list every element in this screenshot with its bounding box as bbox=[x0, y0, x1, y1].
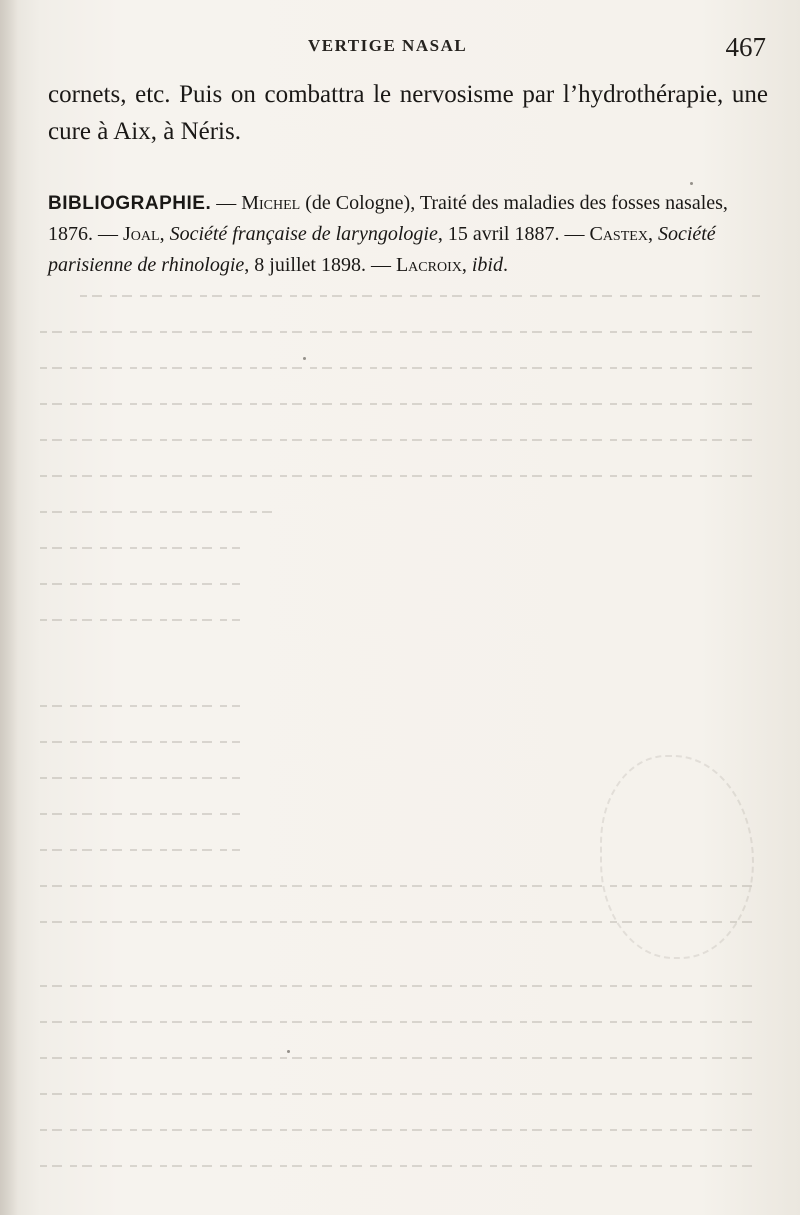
main-text bbox=[48, 76, 768, 301]
print-speck bbox=[287, 1050, 290, 1053]
publication-title: Société française de laryngologie bbox=[169, 223, 438, 245]
bibliography-heading: BIBLIOGRAPHIE. bbox=[48, 193, 212, 214]
author-name: Castex bbox=[589, 223, 648, 245]
gutter-shadow bbox=[0, 0, 18, 1215]
separator: — bbox=[211, 192, 242, 214]
reference-text: , 8 juillet 1898. — bbox=[244, 254, 396, 276]
author-name: Joal bbox=[123, 223, 160, 245]
page-number: 467 bbox=[725, 32, 766, 62]
reference-text: . bbox=[502, 254, 508, 276]
reference-text: , bbox=[461, 254, 472, 276]
author-name: Lacroix bbox=[395, 254, 462, 276]
reference-text: , bbox=[647, 223, 658, 245]
reference-text: , bbox=[159, 223, 170, 245]
running-head bbox=[0, 30, 800, 70]
reference-text: (de Cologne), Traité des maladies des fosses nasales, 1876. — bbox=[48, 192, 728, 245]
reference-text: , 15 avril 1887. — bbox=[437, 223, 590, 245]
publication-title: Société parisienne de rhinologie bbox=[48, 223, 716, 276]
author-name: Michel bbox=[241, 192, 301, 214]
paragraph: cornets, etc. Puis on combattra le nervosisme par l’hydrothérapie, une cure à Aix, à Néris. bbox=[48, 81, 768, 145]
publication-title: ibid bbox=[471, 254, 503, 276]
bibliography bbox=[48, 188, 768, 281]
print-speck bbox=[303, 357, 306, 360]
running-title: VERTIGE NASAL bbox=[308, 36, 468, 55]
show-through-reverse-side bbox=[40, 285, 780, 1205]
